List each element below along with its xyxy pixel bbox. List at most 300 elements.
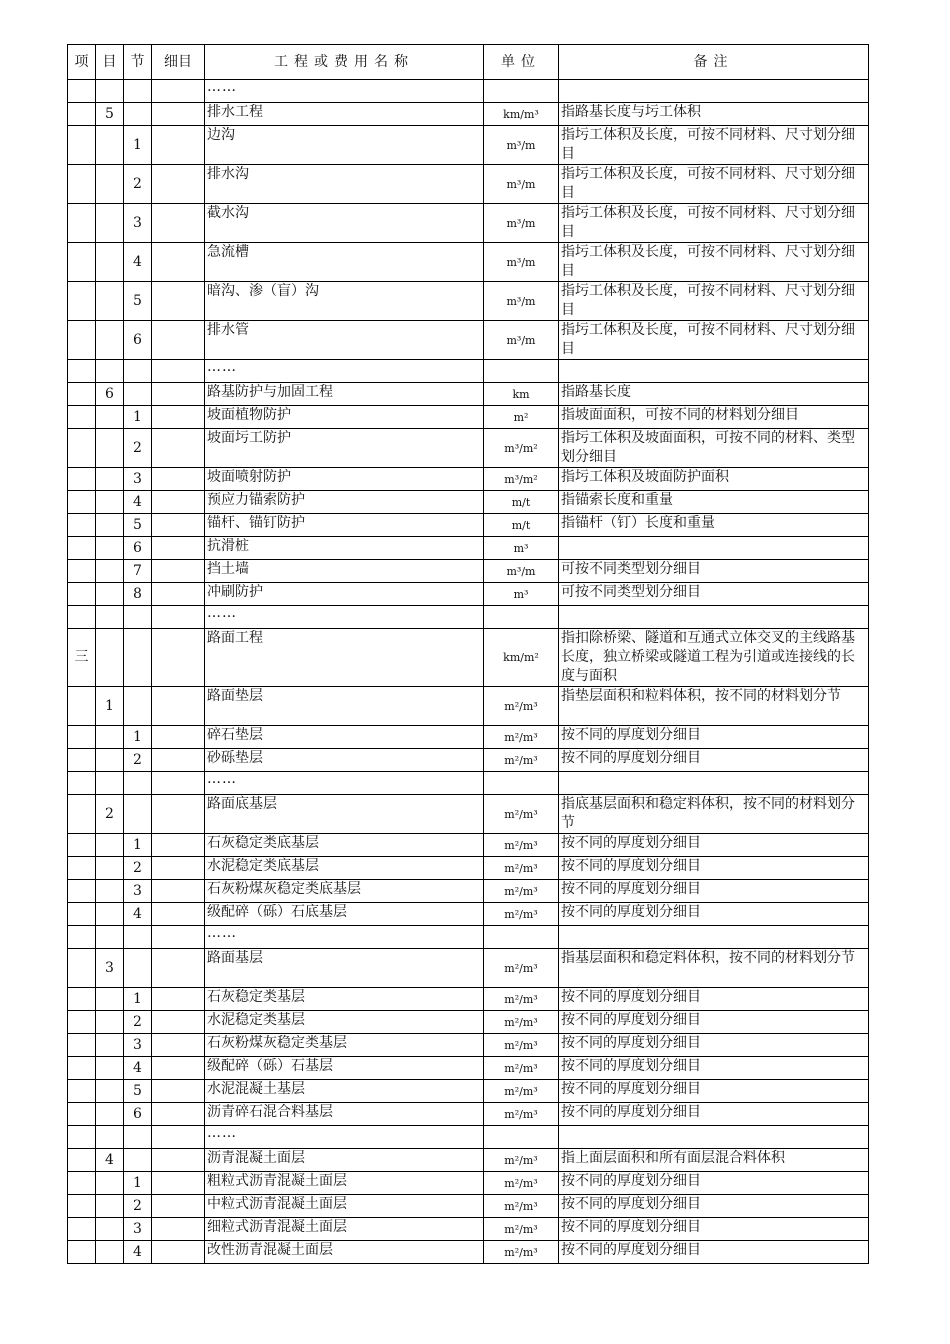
cell-name: 路面垫层 xyxy=(205,687,484,726)
cell-name: 急流槽 xyxy=(205,243,484,282)
cell-note: 按不同的厚度划分细目 xyxy=(559,1241,869,1264)
cell-xiang xyxy=(68,1172,96,1195)
table-row xyxy=(68,749,869,772)
table-row xyxy=(68,383,869,406)
table-row xyxy=(68,1195,869,1218)
cell-note: 可按不同类型划分细目 xyxy=(559,583,869,606)
cell-jie: 4 xyxy=(124,1241,152,1264)
cell-ximu xyxy=(152,606,205,629)
cell-ximu xyxy=(152,1149,205,1172)
cell-name: 暗沟、渗（盲）沟 xyxy=(205,282,484,321)
table-row xyxy=(68,1057,869,1080)
cell-unit: m³/m xyxy=(484,243,559,282)
cell-name: 沥青混凝土面层 xyxy=(205,1149,484,1172)
cell-mu xyxy=(96,282,124,321)
cell-ximu xyxy=(152,857,205,880)
cell-ximu xyxy=(152,80,205,103)
cell-xiang xyxy=(68,165,96,204)
cell-ximu xyxy=(152,1218,205,1241)
cell-note xyxy=(559,606,869,629)
cell-jie: 1 xyxy=(124,126,152,165)
cell-xiang xyxy=(68,491,96,514)
cell-unit: m²/m³ xyxy=(484,726,559,749)
cell-mu xyxy=(96,560,124,583)
cell-note: 按不同的厚度划分细目 xyxy=(559,988,869,1011)
cell-mu xyxy=(96,726,124,749)
cell-note: 指圬工体积及坡面防护面积 xyxy=(559,468,869,491)
cell-jie: 8 xyxy=(124,583,152,606)
cell-unit: km/m³ xyxy=(484,103,559,126)
cell-xiang xyxy=(68,795,96,834)
cell-xiang xyxy=(68,321,96,360)
cell-mu: 2 xyxy=(96,795,124,834)
cell-ximu xyxy=(152,282,205,321)
col-header-jie: 节 xyxy=(124,45,152,80)
cell-note: 指圬工体积及长度，可按不同材料、尺寸划分细目 xyxy=(559,126,869,165)
cell-jie: 6 xyxy=(124,1103,152,1126)
table-row xyxy=(68,1241,869,1264)
cell-jie: 5 xyxy=(124,514,152,537)
cell-note xyxy=(559,1126,869,1149)
cell-jie: 1 xyxy=(124,834,152,857)
cell-mu: 1 xyxy=(96,687,124,726)
cell-unit: m²/m³ xyxy=(484,1034,559,1057)
table-row xyxy=(68,880,869,903)
cell-name: 级配碎（砾）石底基层 xyxy=(205,903,484,926)
table-row xyxy=(68,204,869,243)
cell-ximu xyxy=(152,406,205,429)
cell-name: 路面工程 xyxy=(205,629,484,687)
cell-ximu xyxy=(152,772,205,795)
cell-note: 指底基层面积和稳定料体积，按不同的材料划分节 xyxy=(559,795,869,834)
cell-xiang xyxy=(68,949,96,988)
cell-note: 按不同的厚度划分细目 xyxy=(559,1011,869,1034)
cell-xiang xyxy=(68,726,96,749)
cell-unit: m²/m³ xyxy=(484,1057,559,1080)
cell-jie: 1 xyxy=(124,406,152,429)
cell-ximu xyxy=(152,360,205,383)
cell-jie: 4 xyxy=(124,1057,152,1080)
cell-unit: m³/m xyxy=(484,126,559,165)
cell-note xyxy=(559,537,869,560)
cell-note xyxy=(559,772,869,795)
cell-ximu xyxy=(152,491,205,514)
cell-jie: 3 xyxy=(124,1034,152,1057)
cell-mu xyxy=(96,834,124,857)
cell-xiang xyxy=(68,560,96,583)
cell-xiang xyxy=(68,606,96,629)
cell-xiang xyxy=(68,880,96,903)
cell-ximu xyxy=(152,1103,205,1126)
cell-mu xyxy=(96,406,124,429)
table-row xyxy=(68,1172,869,1195)
budget-item-table xyxy=(67,44,869,1264)
cell-unit: m³/m xyxy=(484,204,559,243)
table-row xyxy=(68,988,869,1011)
cell-jie: 5 xyxy=(124,1080,152,1103)
cell-mu xyxy=(96,1195,124,1218)
cell-mu xyxy=(96,1241,124,1264)
cell-ximu xyxy=(152,429,205,468)
cell-note: 指圬工体积及坡面面积，可按不同的材料、类型划分细目 xyxy=(559,429,869,468)
table-row xyxy=(68,1011,869,1034)
cell-name: …… xyxy=(205,80,484,103)
cell-mu xyxy=(96,1172,124,1195)
cell-unit: m³/m² xyxy=(484,468,559,491)
cell-note: 按不同的厚度划分细目 xyxy=(559,880,869,903)
table-row xyxy=(68,429,869,468)
cell-mu xyxy=(96,1080,124,1103)
cell-note: 可按不同类型划分细目 xyxy=(559,560,869,583)
cell-name: 石灰稳定类底基层 xyxy=(205,834,484,857)
cell-jie xyxy=(124,772,152,795)
cell-unit: m³/m² xyxy=(484,429,559,468)
cell-name: 石灰稳定类基层 xyxy=(205,988,484,1011)
table-row xyxy=(68,606,869,629)
table-row xyxy=(68,126,869,165)
cell-ximu xyxy=(152,1195,205,1218)
cell-name: 坡面圬工防护 xyxy=(205,429,484,468)
cell-ximu xyxy=(152,1172,205,1195)
cell-ximu xyxy=(152,629,205,687)
cell-note: 指圬工体积及长度，可按不同材料、尺寸划分细目 xyxy=(559,243,869,282)
cell-unit: m²/m³ xyxy=(484,1172,559,1195)
cell-note: 按不同的厚度划分细目 xyxy=(559,903,869,926)
col-header-unit: 单位 xyxy=(484,45,559,80)
cell-mu xyxy=(96,321,124,360)
cell-unit: m³/m xyxy=(484,282,559,321)
table-row xyxy=(68,514,869,537)
cell-ximu xyxy=(152,903,205,926)
cell-name: 中粒式沥青混凝土面层 xyxy=(205,1195,484,1218)
cell-mu xyxy=(96,1011,124,1034)
cell-jie: 6 xyxy=(124,537,152,560)
table-row xyxy=(68,926,869,949)
cell-xiang xyxy=(68,80,96,103)
cell-ximu xyxy=(152,926,205,949)
cell-xiang xyxy=(68,514,96,537)
cell-mu xyxy=(96,204,124,243)
cell-name: 石灰粉煤灰稳定类底基层 xyxy=(205,880,484,903)
cell-jie: 3 xyxy=(124,468,152,491)
cell-mu xyxy=(96,1126,124,1149)
cell-xiang xyxy=(68,857,96,880)
cell-name: …… xyxy=(205,926,484,949)
table-row xyxy=(68,80,869,103)
cell-ximu xyxy=(152,834,205,857)
cell-name: …… xyxy=(205,360,484,383)
cell-xiang xyxy=(68,1218,96,1241)
cell-unit: m³ xyxy=(484,537,559,560)
cell-xiang xyxy=(68,360,96,383)
cell-note: 指圬工体积及长度，可按不同材料、尺寸划分细目 xyxy=(559,204,869,243)
cell-unit: m²/m³ xyxy=(484,1241,559,1264)
cell-note: 按不同的厚度划分细目 xyxy=(559,1195,869,1218)
cell-unit: m²/m³ xyxy=(484,880,559,903)
cell-name: 石灰粉煤灰稳定类基层 xyxy=(205,1034,484,1057)
table-row xyxy=(68,165,869,204)
cell-ximu xyxy=(152,468,205,491)
cell-note: 指基层面积和稳定料体积，按不同的材料划分节 xyxy=(559,949,869,988)
col-header-name: 工程或费用名称 xyxy=(205,45,484,80)
cell-name: 砂砾垫层 xyxy=(205,749,484,772)
cell-name: …… xyxy=(205,1126,484,1149)
cell-unit: m²/m³ xyxy=(484,687,559,726)
cell-xiang xyxy=(68,282,96,321)
table-body xyxy=(68,80,869,1264)
cell-jie: 3 xyxy=(124,1218,152,1241)
table-row xyxy=(68,629,869,687)
cell-note: 按不同的厚度划分细目 xyxy=(559,857,869,880)
cell-note: 按不同的厚度划分细目 xyxy=(559,1057,869,1080)
cell-ximu xyxy=(152,204,205,243)
cell-name: 路面基层 xyxy=(205,949,484,988)
cell-ximu xyxy=(152,321,205,360)
col-header-xiang: 项 xyxy=(68,45,96,80)
cell-mu xyxy=(96,80,124,103)
cell-name: 水泥稳定类基层 xyxy=(205,1011,484,1034)
cell-note: 指锚杆（钉）长度和重量 xyxy=(559,514,869,537)
cell-unit xyxy=(484,772,559,795)
cell-note: 按不同的厚度划分细目 xyxy=(559,1218,869,1241)
cell-xiang xyxy=(68,1011,96,1034)
cell-mu xyxy=(96,988,124,1011)
cell-ximu xyxy=(152,126,205,165)
cell-jie: 2 xyxy=(124,429,152,468)
cell-note: 指锚索长度和重量 xyxy=(559,491,869,514)
cell-unit: m²/m³ xyxy=(484,949,559,988)
table-row xyxy=(68,360,869,383)
col-header-ximu: 细目 xyxy=(152,45,205,80)
cell-name: 路基防护与加固工程 xyxy=(205,383,484,406)
cell-unit: km/m² xyxy=(484,629,559,687)
cell-unit: m²/m³ xyxy=(484,1218,559,1241)
cell-name: 挡土墙 xyxy=(205,560,484,583)
cell-mu xyxy=(96,468,124,491)
cell-name: 排水沟 xyxy=(205,165,484,204)
cell-ximu xyxy=(152,1126,205,1149)
cell-name: 坡面植物防护 xyxy=(205,406,484,429)
cell-jie xyxy=(124,360,152,383)
cell-xiang xyxy=(68,1126,96,1149)
table-row xyxy=(68,321,869,360)
cell-xiang xyxy=(68,1149,96,1172)
table-row xyxy=(68,726,869,749)
cell-unit: m³/m xyxy=(484,321,559,360)
table-row xyxy=(68,1149,869,1172)
cell-ximu xyxy=(152,749,205,772)
cell-note: 指圬工体积及长度，可按不同材料、尺寸划分细目 xyxy=(559,321,869,360)
cell-mu xyxy=(96,857,124,880)
table-row xyxy=(68,583,869,606)
cell-ximu xyxy=(152,514,205,537)
cell-name: 排水管 xyxy=(205,321,484,360)
cell-xiang xyxy=(68,383,96,406)
cell-name: 冲刷防护 xyxy=(205,583,484,606)
table-row xyxy=(68,834,869,857)
cell-note: 按不同的厚度划分细目 xyxy=(559,1172,869,1195)
cell-jie: 7 xyxy=(124,560,152,583)
cell-note: 按不同的厚度划分细目 xyxy=(559,1034,869,1057)
cell-jie xyxy=(124,1126,152,1149)
cell-unit: m³ xyxy=(484,583,559,606)
cell-unit: m²/m³ xyxy=(484,1011,559,1034)
cell-note: 指垫层面积和粒料体积，按不同的材料划分节 xyxy=(559,687,869,726)
cell-note: 指路基长度与圬工体积 xyxy=(559,103,869,126)
cell-name: 排水工程 xyxy=(205,103,484,126)
cell-mu xyxy=(96,243,124,282)
cell-jie: 4 xyxy=(124,491,152,514)
cell-xiang xyxy=(68,126,96,165)
cell-ximu xyxy=(152,795,205,834)
cell-ximu xyxy=(152,1034,205,1057)
cell-xiang xyxy=(68,1080,96,1103)
table-row xyxy=(68,537,869,560)
cell-xiang xyxy=(68,429,96,468)
cell-xiang xyxy=(68,1103,96,1126)
cell-unit: km xyxy=(484,383,559,406)
cell-jie xyxy=(124,1149,152,1172)
cell-note: 按不同的厚度划分细目 xyxy=(559,726,869,749)
table-row xyxy=(68,243,869,282)
cell-name: 改性沥青混凝土面层 xyxy=(205,1241,484,1264)
cell-name: 水泥混凝土基层 xyxy=(205,1080,484,1103)
cell-jie xyxy=(124,103,152,126)
table-row xyxy=(68,903,869,926)
table-row xyxy=(68,468,869,491)
cell-mu: 5 xyxy=(96,103,124,126)
cell-mu: 4 xyxy=(96,1149,124,1172)
cell-ximu xyxy=(152,243,205,282)
cell-unit xyxy=(484,606,559,629)
cell-unit: m²/m³ xyxy=(484,857,559,880)
cell-note xyxy=(559,360,869,383)
cell-name: 预应力锚索防护 xyxy=(205,491,484,514)
cell-note: 指路基长度 xyxy=(559,383,869,406)
cell-xiang xyxy=(68,834,96,857)
cell-note xyxy=(559,80,869,103)
cell-note: 按不同的厚度划分细目 xyxy=(559,749,869,772)
header-row xyxy=(68,45,869,80)
cell-mu xyxy=(96,514,124,537)
cell-unit: m²/m³ xyxy=(484,1080,559,1103)
table-row xyxy=(68,795,869,834)
cell-unit: m²/m³ xyxy=(484,749,559,772)
cell-xiang xyxy=(68,243,96,282)
cell-ximu xyxy=(152,949,205,988)
cell-unit: m²/m³ xyxy=(484,903,559,926)
cell-mu xyxy=(96,926,124,949)
cell-mu xyxy=(96,126,124,165)
cell-jie xyxy=(124,80,152,103)
cell-unit: m²/m³ xyxy=(484,795,559,834)
cell-ximu xyxy=(152,988,205,1011)
table-row xyxy=(68,857,869,880)
cell-name: 水泥稳定类底基层 xyxy=(205,857,484,880)
cell-xiang xyxy=(68,1034,96,1057)
cell-name: 细粒式沥青混凝土面层 xyxy=(205,1218,484,1241)
cell-jie: 4 xyxy=(124,243,152,282)
cell-jie: 1 xyxy=(124,726,152,749)
col-header-mu: 目 xyxy=(96,45,124,80)
cell-note: 按不同的厚度划分细目 xyxy=(559,1080,869,1103)
cell-unit: m³/m xyxy=(484,165,559,204)
cell-mu xyxy=(96,772,124,795)
cell-jie xyxy=(124,949,152,988)
cell-jie: 2 xyxy=(124,165,152,204)
cell-ximu xyxy=(152,687,205,726)
cell-mu xyxy=(96,1218,124,1241)
cell-mu xyxy=(96,583,124,606)
cell-ximu xyxy=(152,1057,205,1080)
cell-ximu xyxy=(152,383,205,406)
cell-xiang xyxy=(68,772,96,795)
table-row xyxy=(68,103,869,126)
cell-note: 按不同的厚度划分细目 xyxy=(559,1103,869,1126)
cell-note: 指坡面面积，可按不同的材料划分细目 xyxy=(559,406,869,429)
cell-mu xyxy=(96,537,124,560)
cell-jie: 1 xyxy=(124,988,152,1011)
table-row xyxy=(68,949,869,988)
cell-mu xyxy=(96,1057,124,1080)
cell-xiang xyxy=(68,749,96,772)
cell-mu xyxy=(96,1034,124,1057)
cell-xiang xyxy=(68,406,96,429)
table-row xyxy=(68,1034,869,1057)
cell-xiang xyxy=(68,204,96,243)
cell-ximu xyxy=(152,1080,205,1103)
cell-unit: m²/m³ xyxy=(484,834,559,857)
table-row xyxy=(68,1126,869,1149)
cell-xiang: 三 xyxy=(68,629,96,687)
cell-note xyxy=(559,926,869,949)
cell-mu xyxy=(96,903,124,926)
cell-xiang xyxy=(68,1241,96,1264)
cell-mu xyxy=(96,165,124,204)
cell-ximu xyxy=(152,537,205,560)
cell-jie: 3 xyxy=(124,204,152,243)
cell-jie: 2 xyxy=(124,1011,152,1034)
cell-unit: m/t xyxy=(484,491,559,514)
cell-ximu xyxy=(152,103,205,126)
cell-note: 指扣除桥梁、隧道和互通式立体交叉的主线路基长度，独立桥梁或隧道工程为引道或连接线的长度与面积 xyxy=(559,629,869,687)
cell-jie: 2 xyxy=(124,749,152,772)
cell-unit xyxy=(484,360,559,383)
cell-jie xyxy=(124,383,152,406)
table-row xyxy=(68,687,869,726)
cell-name: …… xyxy=(205,772,484,795)
cell-name: 沥青碎石混合料基层 xyxy=(205,1103,484,1126)
cell-unit xyxy=(484,926,559,949)
cell-unit xyxy=(484,1126,559,1149)
cell-unit xyxy=(484,80,559,103)
cell-jie xyxy=(124,606,152,629)
cell-unit: m²/m³ xyxy=(484,988,559,1011)
cell-ximu xyxy=(152,880,205,903)
cell-jie: 4 xyxy=(124,903,152,926)
table-row xyxy=(68,282,869,321)
cell-unit: m³/m xyxy=(484,560,559,583)
col-header-note: 备注 xyxy=(559,45,869,80)
cell-jie xyxy=(124,795,152,834)
cell-jie: 2 xyxy=(124,1195,152,1218)
cell-mu xyxy=(96,749,124,772)
cell-unit: m²/m³ xyxy=(484,1149,559,1172)
cell-mu xyxy=(96,360,124,383)
table-row xyxy=(68,406,869,429)
cell-name: 粗粒式沥青混凝土面层 xyxy=(205,1172,484,1195)
cell-jie: 6 xyxy=(124,321,152,360)
